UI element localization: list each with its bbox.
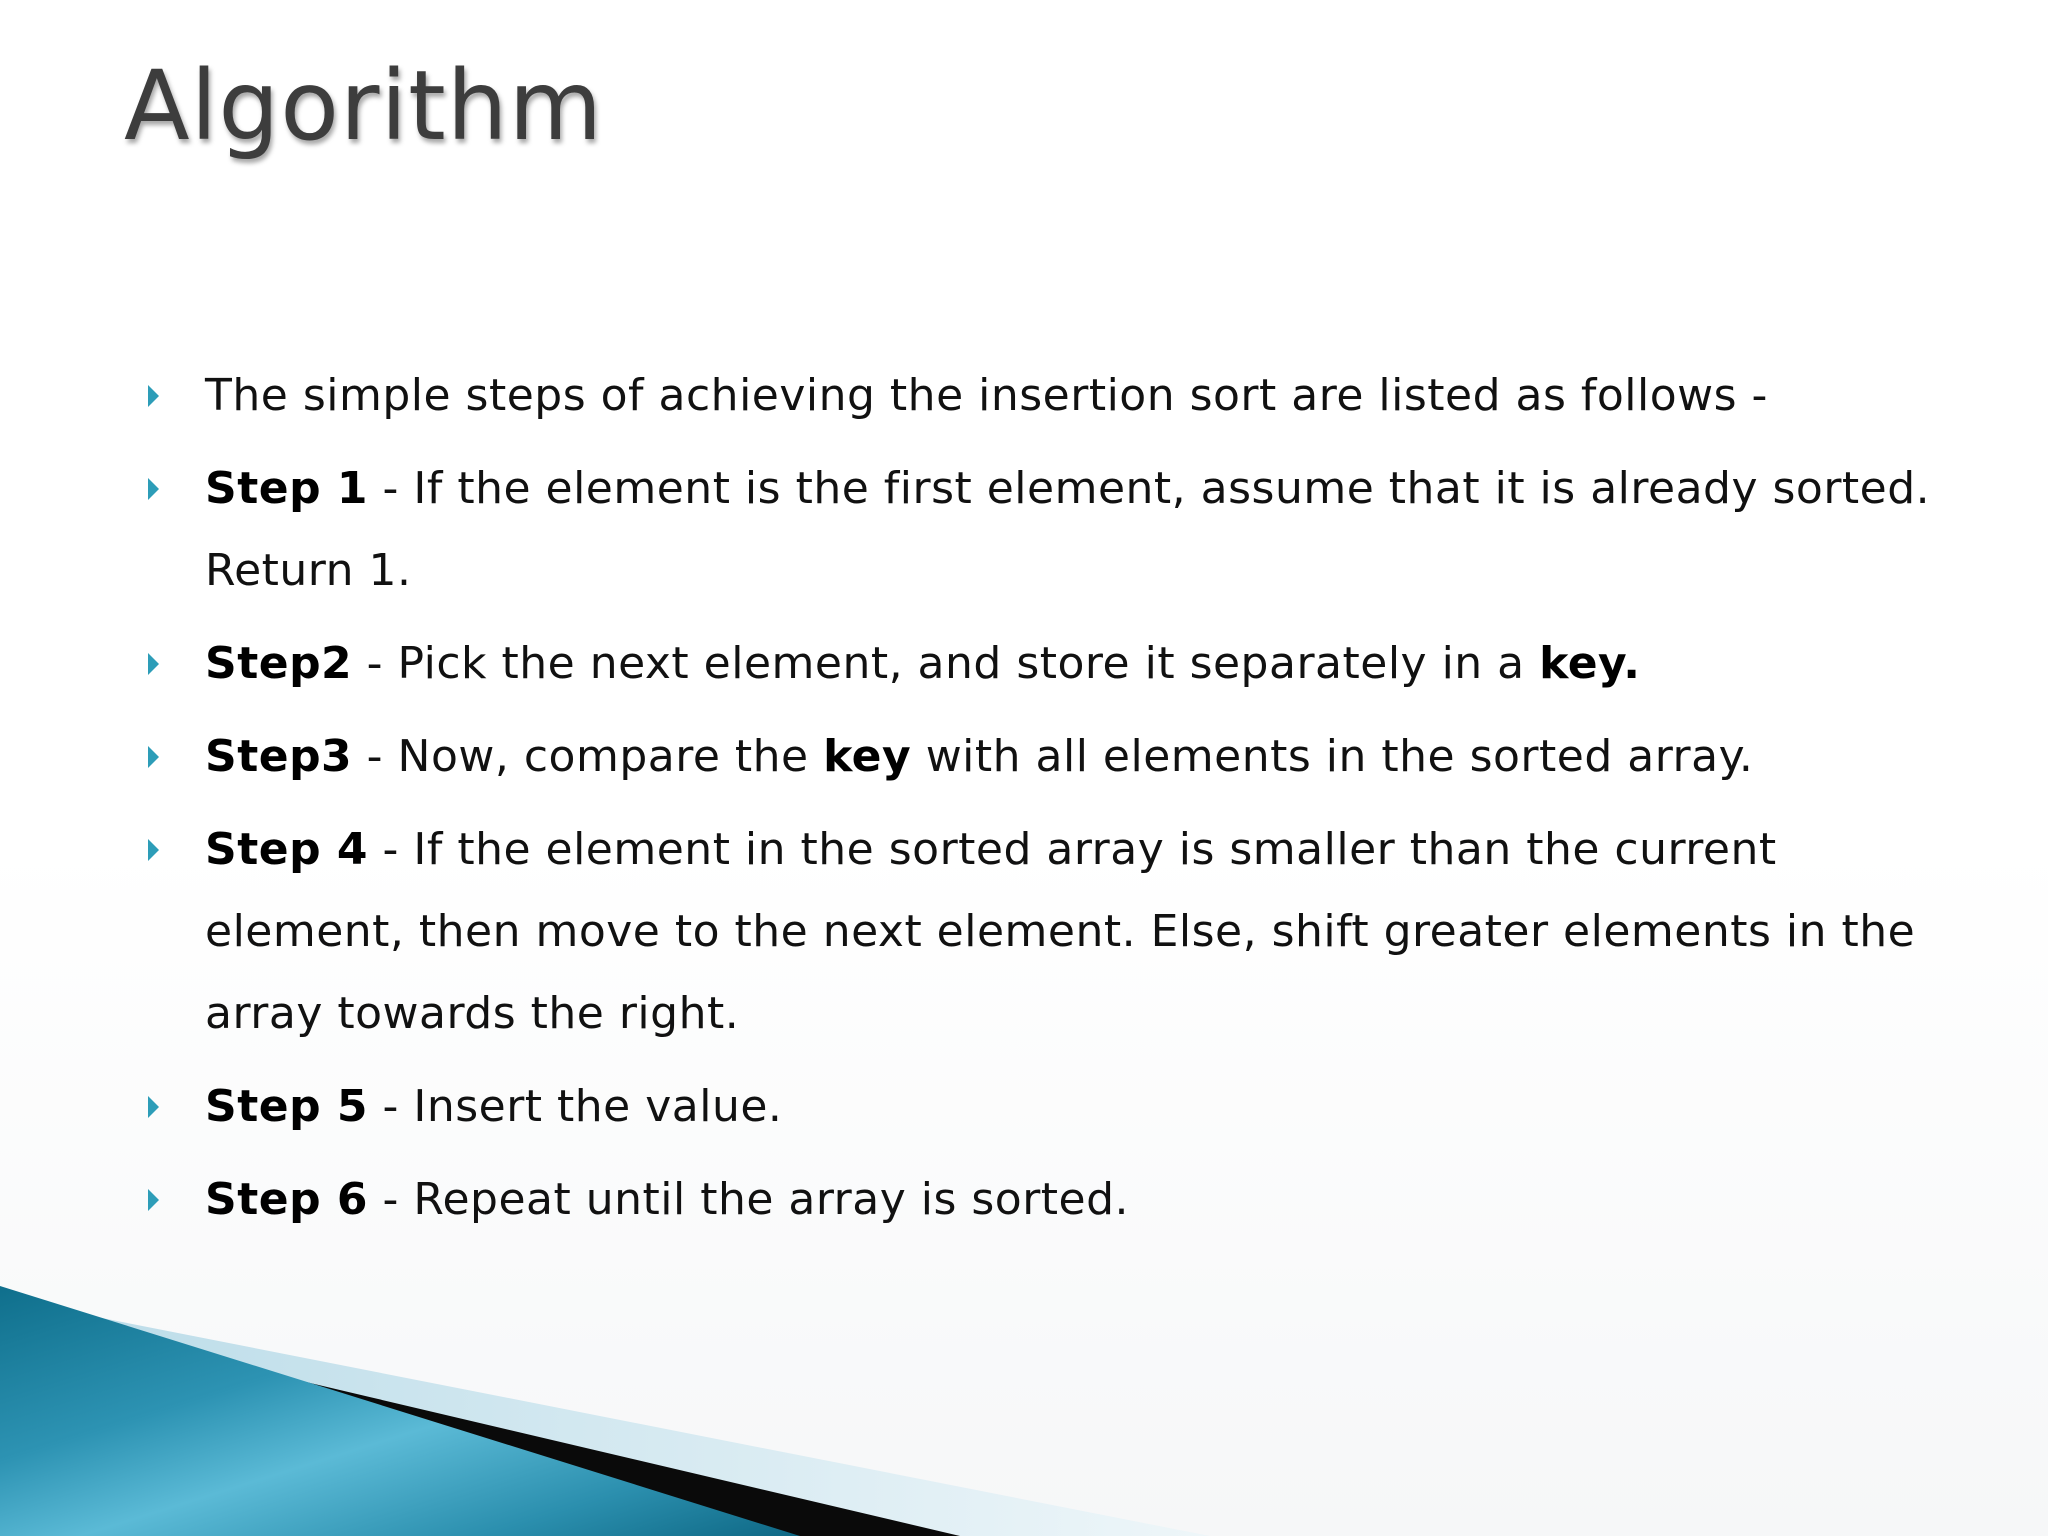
bullet-item [145,716,1945,798]
bullet-item [145,623,1945,705]
triangle-right-icon [148,1096,159,1118]
bullet-item [145,809,1945,1055]
step-dash: - [368,463,414,514]
step-label: Step3 [205,731,353,782]
bullet-text: Pick the next element, and store it separately in a [397,638,1540,689]
step-label: Step 5 [205,1081,368,1132]
bullet-list [145,355,1945,1252]
step-dash: - [352,638,398,689]
bullet-text: Now, compare the [397,731,824,782]
step-dash: - [368,1174,414,1225]
bullet-text: If the element is the first element, assume that it is already sorted. Return 1. [205,463,1931,596]
triangle-right-icon [148,478,159,500]
bullet-item [145,1066,1945,1148]
bullet-text: The simple steps of achieving the insertion sort are listed as follows - [205,370,1768,421]
triangle-right-icon [148,839,159,861]
bullet-text-continued: with all elements in the sorted array. [911,731,1754,782]
teal-swoosh [0,1286,800,1536]
triangle-right-icon [148,385,159,407]
bullet-item [145,448,1945,612]
slide-title: Algorithm [124,50,604,162]
step-label: Step 4 [205,824,368,875]
bullet-text: Repeat until the array is sorted. [413,1174,1130,1225]
triangle-right-icon [148,653,159,675]
step-label: Step 6 [205,1174,368,1225]
bullet-text: If the element in the sorted array is smaller than the current element, then move to the next element. Else, shift greater elements in the array towards the right. [205,824,1916,1039]
bullet-item [145,1159,1945,1241]
step-label: Step 1 [205,463,368,514]
bullet-item [145,355,1945,437]
bullet-text: Insert the value. [413,1081,783,1132]
key-term: key [823,731,912,782]
step-dash: - [368,1081,414,1132]
triangle-right-icon [148,746,159,768]
step-dash: - [352,731,398,782]
step-dash: - [368,824,414,875]
slide-corner-decoration [0,1280,2048,1536]
step-label: Step2 [205,638,353,689]
key-term: key. [1539,638,1641,689]
triangle-right-icon [148,1189,159,1211]
